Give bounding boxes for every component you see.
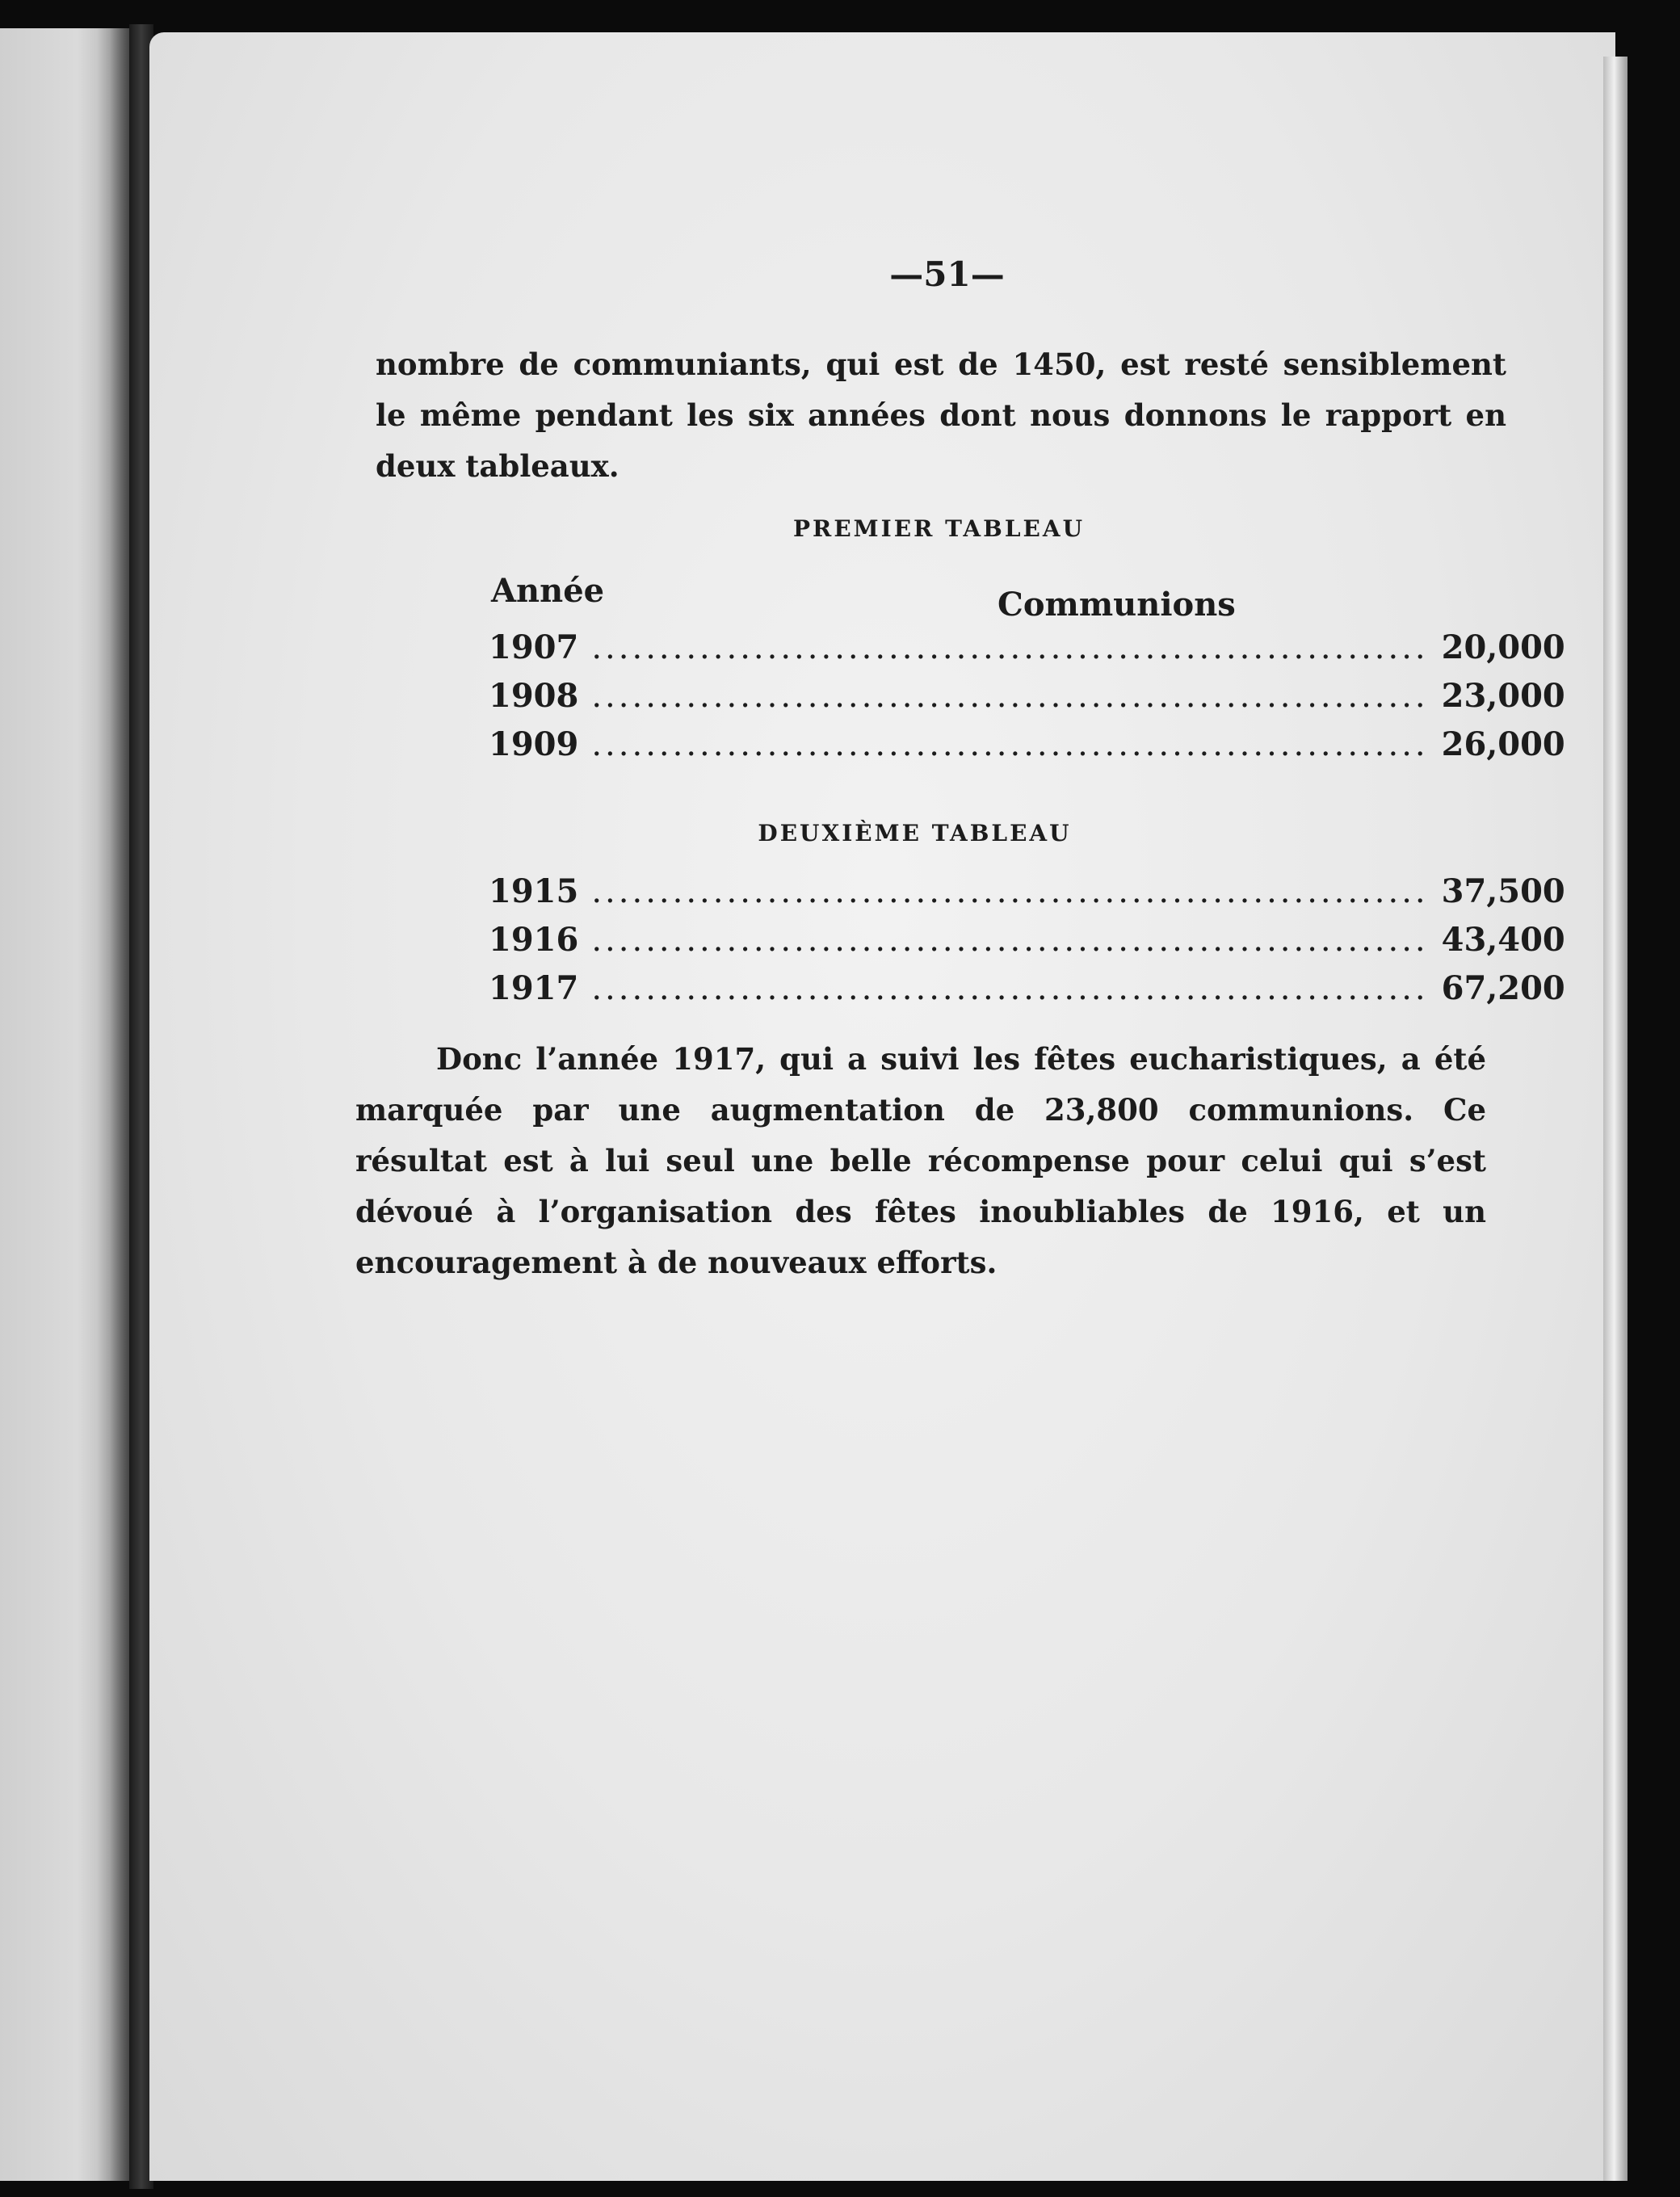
leader-dots: .............................................................. (591, 726, 1429, 763)
table-2-title: DEUXIÈME TABLEAU (758, 820, 1072, 846)
leader-dots: .............................................................. (591, 970, 1429, 1007)
row-year: 1915 (489, 872, 579, 910)
row-value: 67,200 (1441, 969, 1565, 1007)
table-1-header-value: Communions (998, 586, 1236, 624)
row-value: 43,400 (1441, 921, 1565, 959)
row-year: 1917 (489, 969, 579, 1007)
row-year: 1908 (489, 677, 579, 715)
row-value: 23,000 (1441, 677, 1565, 715)
table-1-header-year: Année (491, 572, 605, 610)
leader-dots: .............................................................. (591, 678, 1429, 715)
table-1-row (489, 677, 1565, 725)
intro-paragraph: nombre de communiants, qui est de 1450, est resté sensiblement le même pendant les six années dont nous donnons le rapport en deux tableaux. (376, 347, 1506, 484)
row-year: 1916 (489, 921, 579, 959)
table-2-row (489, 921, 1565, 969)
document-page (149, 32, 1615, 2181)
row-value: 26,000 (1441, 725, 1565, 763)
leader-dots: .............................................................. (591, 629, 1429, 666)
leader-dots: .............................................................. (591, 922, 1429, 959)
leader-dots: .............................................................. (591, 873, 1429, 910)
table-1-row (489, 628, 1565, 677)
page-fold-shadow (97, 28, 129, 2181)
page-number: —51— (889, 254, 1005, 294)
row-value: 20,000 (1441, 628, 1565, 666)
page-right-edge (1603, 57, 1628, 2181)
table-1-title: PREMIER TABLEAU (793, 515, 1085, 542)
table-2-row (489, 969, 1565, 1018)
closing-paragraph: Donc l’année 1917, qui a suivi les fêtes eucharistiques, a été marquée par une augmentation de 23,800 communions. Ce résultat est à lui seul une belle récompense pour celui qui s’est dévoué à l’organisation des fêtes inoubliables de 1916, et un encouragement à de nouveaux efforts. (355, 1041, 1486, 1280)
row-year: 1907 (489, 628, 579, 666)
table-1-row (489, 725, 1565, 774)
table-2-row (489, 872, 1565, 921)
page-content (149, 32, 1615, 2181)
row-value: 37,500 (1441, 872, 1565, 910)
row-year: 1909 (489, 725, 579, 763)
facing-page (0, 28, 129, 2181)
